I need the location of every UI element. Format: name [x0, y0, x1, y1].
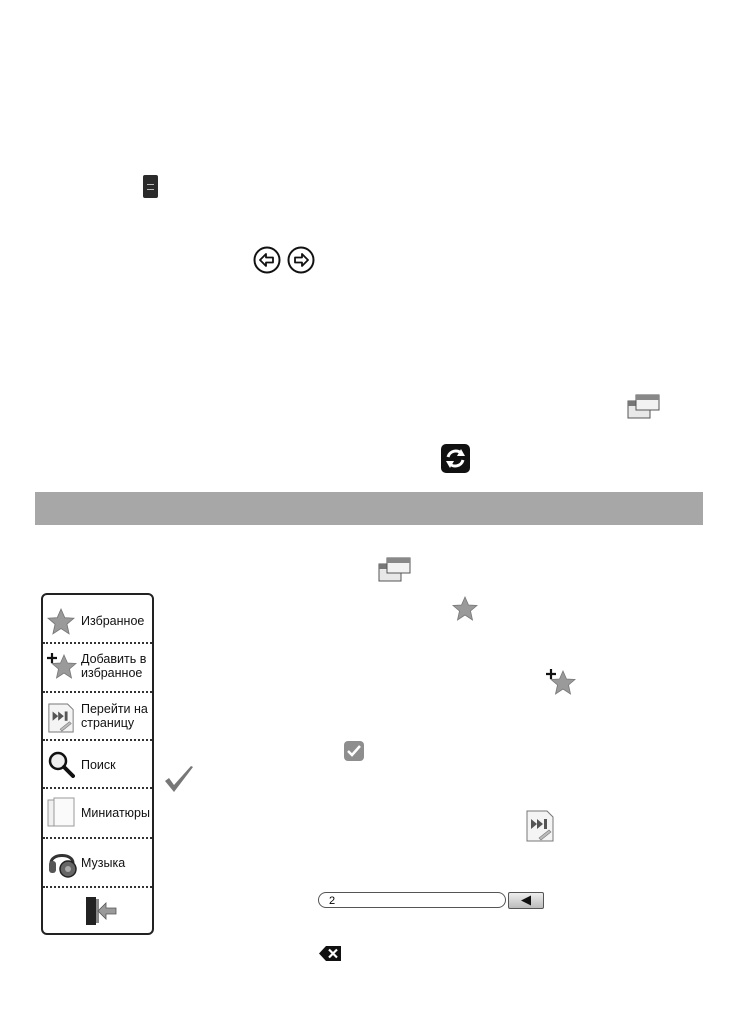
arrow-left-icon: [253, 246, 281, 274]
checkmark-icon: [163, 765, 195, 795]
menu-item-music[interactable]: [43, 839, 152, 888]
add-star-icon: [546, 668, 576, 696]
menu-item-exit[interactable]: [43, 888, 152, 933]
page-go-button[interactable]: [508, 892, 544, 909]
menu-item-favorites[interactable]: [43, 599, 152, 644]
star-icon: [452, 596, 478, 622]
menu-item-label: Поиск: [81, 758, 116, 772]
arrow-right-icon: [287, 246, 315, 274]
menu-item-label: Избранное: [81, 614, 145, 628]
windows-icon: [378, 557, 412, 583]
star-icon: [47, 608, 75, 636]
menu-item-thumbnails[interactable]: [43, 789, 152, 839]
menu-item-label: Добавить в избранное: [81, 652, 147, 680]
sync-icon: [441, 444, 470, 473]
menu-item-add-favorite[interactable]: [43, 644, 152, 693]
menu-item-label: Музыка: [81, 856, 126, 870]
windows-icon: [627, 394, 661, 420]
page-number-input[interactable]: 2: [318, 892, 506, 908]
menu-item-goto-page[interactable]: [43, 693, 152, 741]
goto-page-icon: [525, 810, 555, 842]
goto-page-icon: [47, 703, 75, 733]
menu-item-label: Перейти на страницу: [81, 702, 148, 730]
checkbox-checked-icon: [344, 741, 364, 761]
side-menu: [41, 593, 154, 935]
menu-item-label: Миниатюры: [81, 806, 150, 820]
thumbnails-icon: [47, 797, 77, 829]
exit-door-icon: [84, 896, 118, 926]
magnifier-icon: [47, 750, 75, 778]
headphones-icon: [47, 847, 77, 879]
memory-card-icon: [143, 175, 158, 198]
add-star-icon: [47, 651, 77, 681]
section-header-bar: [35, 492, 703, 525]
backspace-icon: [318, 945, 342, 962]
menu-item-search[interactable]: [43, 741, 152, 789]
